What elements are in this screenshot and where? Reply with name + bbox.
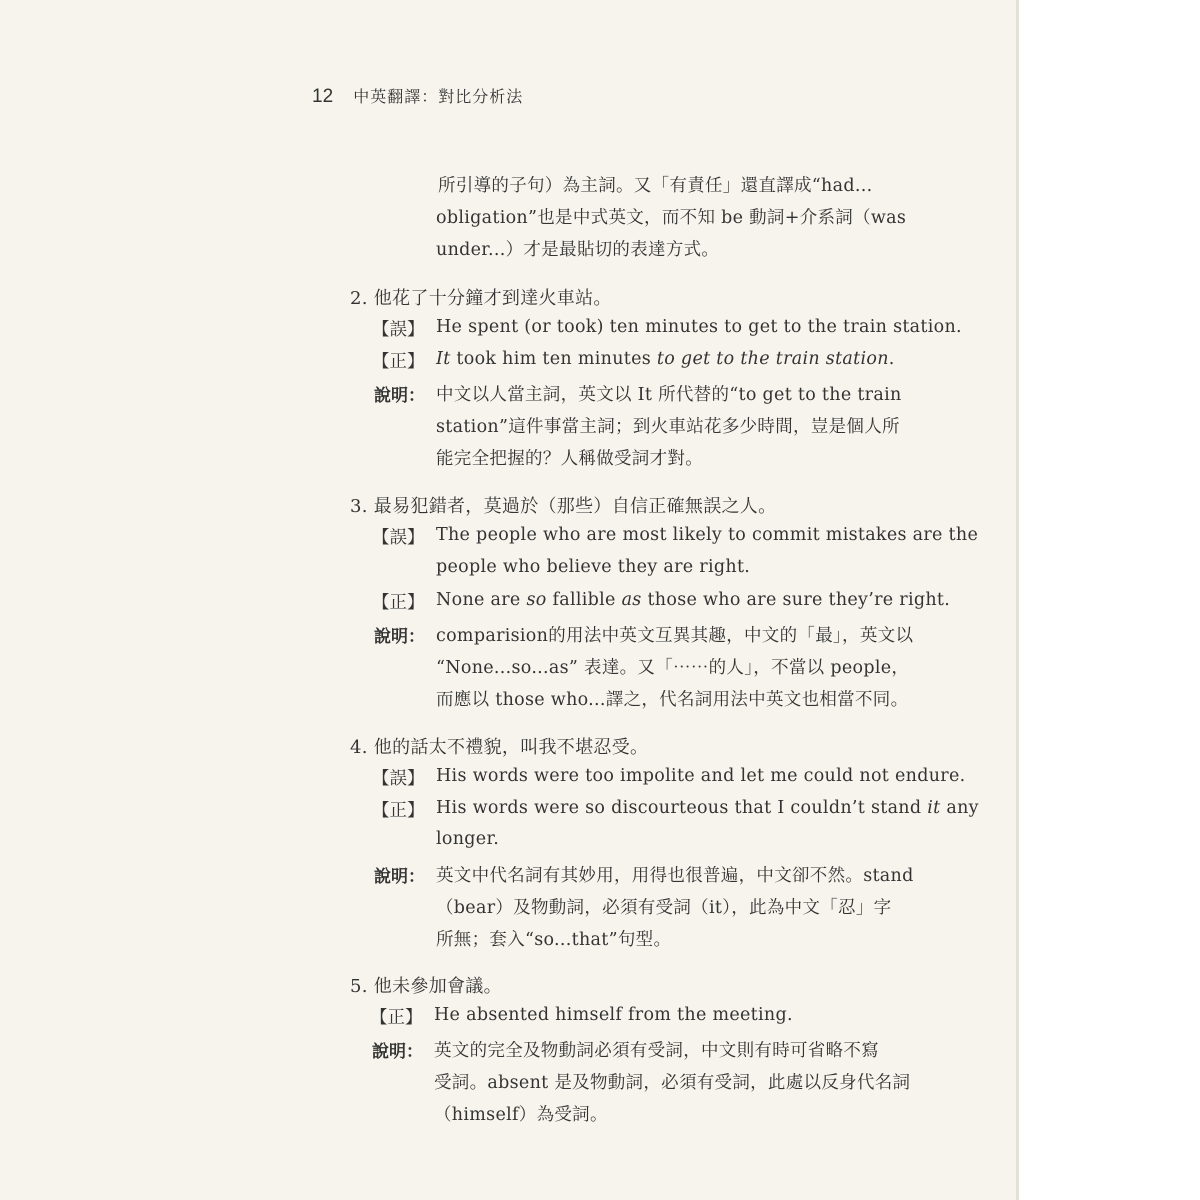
wrong-tag: 【誤】 — [372, 528, 425, 548]
wrong-sentence: The people who are most likely to commit mistakes are the — [436, 525, 979, 545]
right-tag: 【正】 — [370, 1008, 423, 1028]
right-sentence — [436, 798, 979, 818]
note-line: station”這件事當主詞；到火車站花多少時間，豈是個人所 — [436, 417, 900, 437]
intro-line: under...）才是最貼切的表達方式。 — [436, 240, 720, 260]
right-text: . — [888, 349, 895, 369]
page-number: 12 — [312, 86, 334, 107]
note-line: 能完全把握的？人稱做受詞才對。 — [436, 449, 703, 469]
question-2: 2. 他花了十分鐘才到達火車站。 — [350, 288, 612, 309]
intro-line: 所引導的子句）為主詞。又「有責任」還直譯成“had... — [438, 176, 873, 196]
note-label: 說明： — [374, 627, 425, 647]
right-sentence — [436, 349, 895, 369]
note-label: 說明： — [372, 1042, 423, 1062]
question-4: 4. 他的話太不禮貌，叫我不堪忍受。 — [350, 737, 649, 758]
wrong-sentence: people who believe they are right. — [436, 557, 751, 577]
italic-so: so — [526, 590, 547, 610]
right-sentence — [436, 590, 950, 610]
wrong-tag: 【誤】 — [372, 320, 425, 340]
right-tag: 【正】 — [372, 801, 425, 821]
right-sentence: He absented himself from the meeting. — [434, 1005, 793, 1025]
book-title: 中英翻譯：對比分析法 — [353, 87, 524, 106]
intro-line: obligation”也是中式英文，而不知 be 動詞+介系詞（was — [436, 208, 907, 228]
wrong-sentence: He spent (or took) ten minutes to get to the train station. — [436, 317, 962, 337]
italic-as: as — [621, 590, 642, 610]
right-tag: 【正】 — [372, 593, 425, 613]
note-line: 而應以 those who...譯之，代名詞用法中英文也相當不同。 — [436, 690, 909, 710]
note-label: 說明： — [374, 867, 425, 887]
italic-phrase: to get to the train station — [656, 349, 889, 369]
question-5: 5. 他未參加會議。 — [350, 976, 502, 997]
right-text: His words were so discourteous that I couldn’t stand — [436, 798, 928, 818]
note-line: 英文中代名詞有其妙用，用得也很普遍，中文卻不然。stand — [436, 866, 914, 886]
right-text: any — [940, 798, 979, 818]
wrong-sentence: His words were too impolite and let me could not endure. — [436, 766, 966, 786]
note-line: 中文以人當主詞，英文以 It 所代替的“to get to the train — [436, 385, 902, 405]
note-line: 所無；套入“so...that”句型。 — [436, 930, 672, 950]
note-label: 說明： — [374, 386, 425, 406]
right-tag: 【正】 — [372, 352, 425, 372]
note-line: “None...so...as” 表達。又「⋯⋯的人」，不當以 people， — [436, 658, 910, 678]
right-text: took him ten minutes — [450, 349, 657, 369]
right-sentence: longer. — [436, 829, 500, 849]
note-line: （bear）及物動詞，必須有受詞（it），此為中文「忍」字 — [436, 898, 892, 918]
right-text: None are — [436, 590, 527, 610]
italic-it: it — [927, 798, 941, 818]
italic-it: It — [436, 349, 451, 369]
note-line: 受詞。absent 是及物動詞，必須有受詞，此處以反身代名詞 — [434, 1073, 911, 1093]
question-3: 3. 最易犯錯者，莫過於（那些）自信正確無誤之人。 — [350, 496, 777, 517]
note-line: comparision的用法中英文互異其趣，中文的「最」，英文以 — [436, 626, 914, 646]
note-line: （himself）為受詞。 — [434, 1105, 608, 1125]
note-line: 英文的完全及物動詞必須有受詞，中文則有時可省略不寫 — [434, 1041, 879, 1061]
right-text: those who are sure they’re right. — [641, 590, 951, 610]
wrong-tag: 【誤】 — [372, 769, 425, 789]
right-text: fallible — [546, 590, 622, 610]
